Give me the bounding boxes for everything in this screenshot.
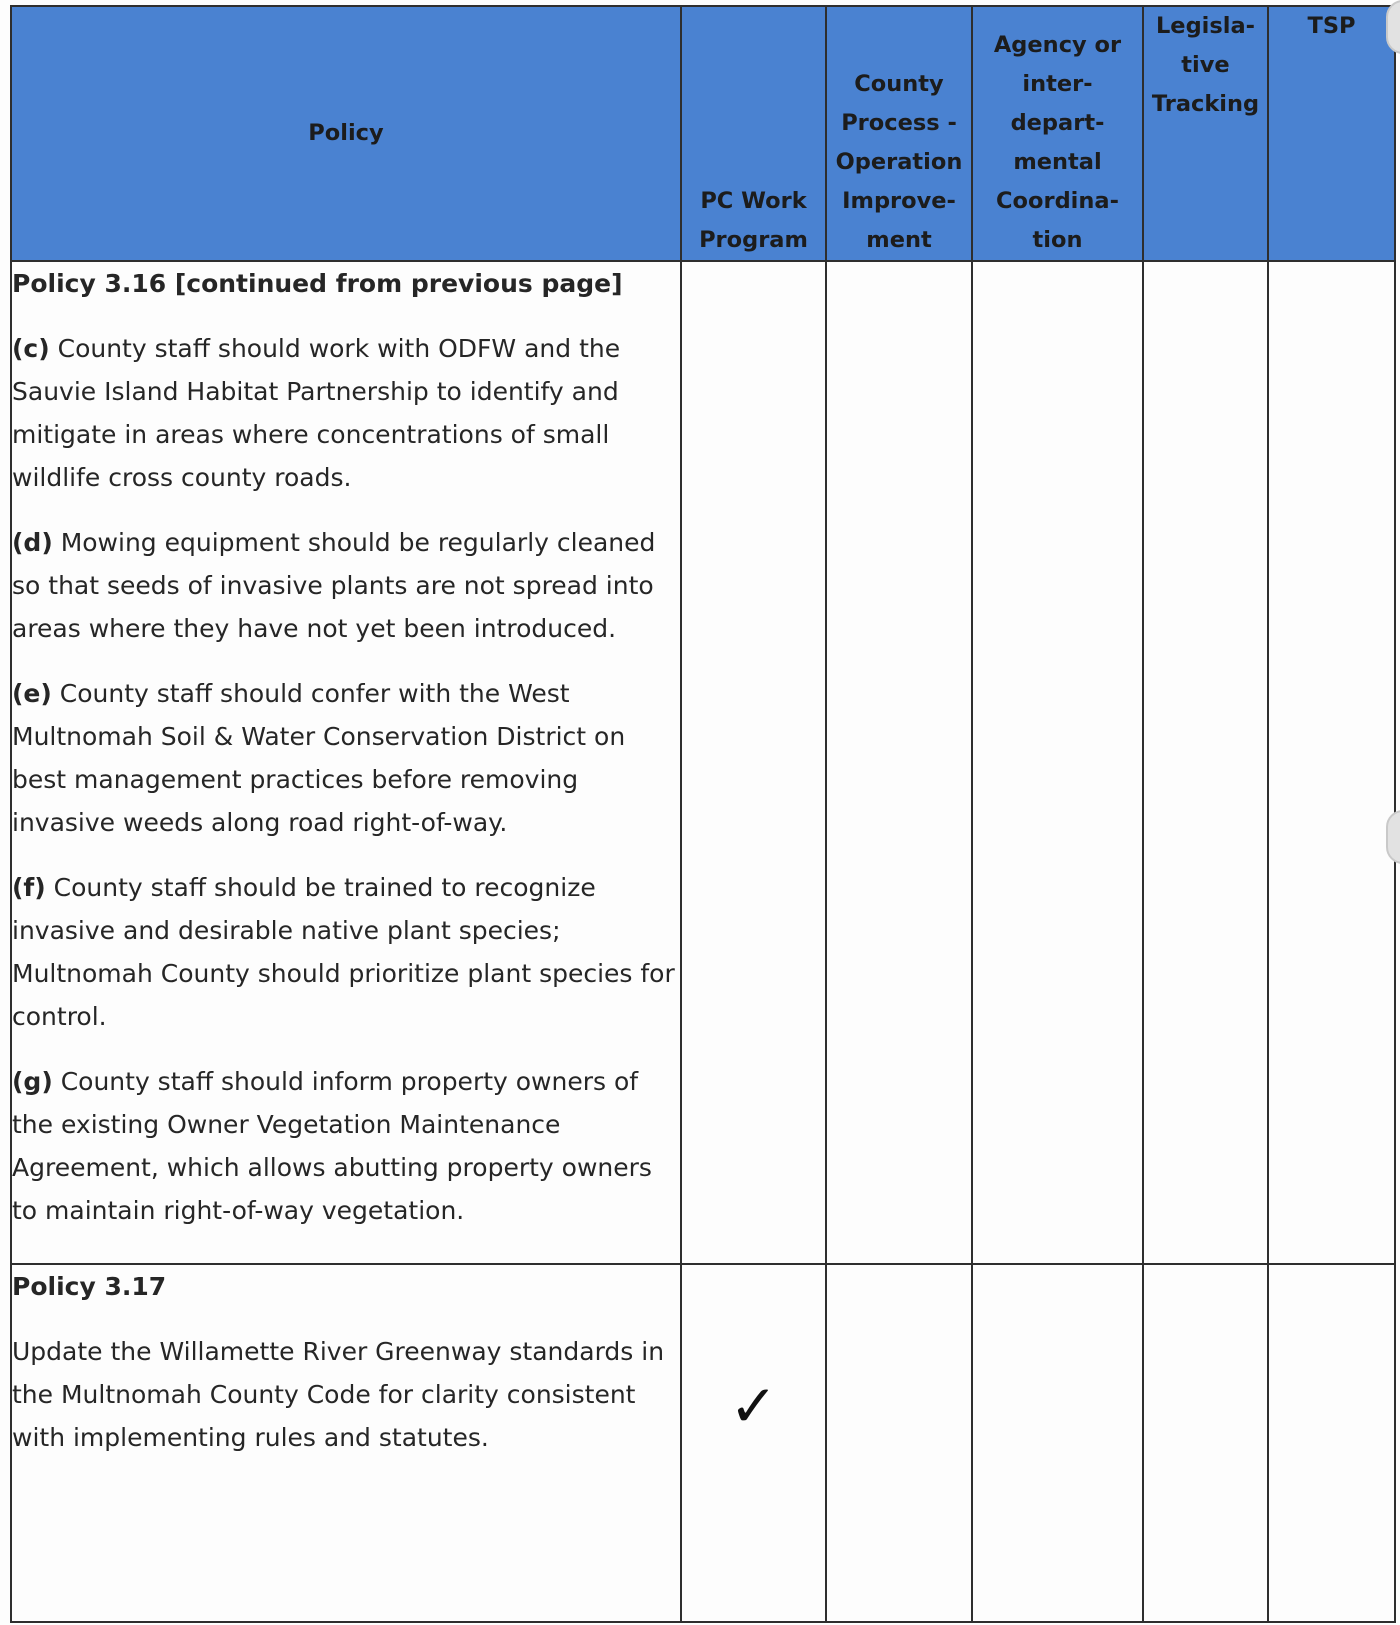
- header-text: Tracking: [1151, 91, 1260, 117]
- tsp-cell: [1268, 261, 1395, 1264]
- table-header-row: [11, 6, 1395, 261]
- header-text: Coordina-: [996, 188, 1119, 214]
- header-text: ment: [866, 227, 932, 253]
- header-text: Program: [699, 227, 808, 253]
- item-text: County staff should inform property owners of the existing Owner Vegetation Maintenance Agreement, which allows abutting property owners to maintain right-of-way vegetation.: [12, 1067, 652, 1225]
- policy-cell: [11, 261, 681, 1264]
- header-text: Improve-: [842, 188, 956, 214]
- header-agency-coordination: [972, 6, 1143, 261]
- item-text: County staff should work with ODFW and the Sauvie Island Habitat Partnership to identify and mitigate in areas where concentrations of small wildlife cross county roads.: [12, 334, 621, 492]
- policy-heading: Policy 3.16 [continued from previous page]: [12, 269, 623, 298]
- binder-tab-marker: [1386, 0, 1400, 54]
- header-text: TSP: [1307, 13, 1356, 39]
- item-text: County staff should be trained to recognize invasive and desirable native plant species; Multnomah County should prioritize plant species for control.: [12, 873, 675, 1031]
- item-letter: (d): [12, 528, 53, 557]
- header-county-process: [826, 6, 972, 261]
- header-pc-work-program: [681, 6, 826, 261]
- item-text: Mowing equipment should be regularly cleaned so that seeds of invasive plants are not spread into areas where they have not yet been introduced.: [12, 528, 656, 643]
- header-text: inter-: [1022, 71, 1093, 97]
- policy-cell: [11, 1264, 681, 1622]
- legislative-tracking-cell: [1143, 1264, 1268, 1622]
- header-text: tion: [1032, 227, 1083, 253]
- item-text: County staff should confer with the West Multnomah Soil & Water Conservation District on best management practices before removing invasive weeds along road right-of-way.: [12, 679, 626, 837]
- header-text: Operation: [835, 149, 963, 175]
- item-letter: (f): [12, 873, 46, 902]
- policy-item: [12, 866, 680, 1038]
- item-letter: (e): [12, 679, 52, 708]
- tsp-cell: [1268, 1264, 1395, 1622]
- header-text: tive: [1181, 52, 1230, 78]
- policy-item: [12, 327, 680, 499]
- item-text: Update the Willamette River Greenway standards in the Multnomah County Code for clarity consistent with implementing rules and statutes.: [12, 1337, 665, 1452]
- pc-work-program-cell: [681, 261, 826, 1264]
- pc-work-program-cell: [681, 1264, 826, 1622]
- header-text: Policy: [308, 120, 384, 146]
- header-text: Agency or: [993, 32, 1122, 58]
- policy-implementation-table: [10, 5, 1396, 1623]
- item-letter: (c): [12, 334, 50, 363]
- county-process-cell: [826, 261, 972, 1264]
- binder-tab-marker: [1386, 810, 1400, 864]
- agency-coordination-cell: [972, 1264, 1143, 1622]
- checkmark-icon: ✓: [729, 1372, 778, 1440]
- header-text: mental: [1013, 149, 1102, 175]
- table-row: [11, 1264, 1395, 1622]
- header-legislative-tracking: [1143, 6, 1268, 261]
- policy-item: [12, 1330, 680, 1459]
- policy-item: [12, 1060, 680, 1232]
- policy-item: [12, 521, 680, 650]
- item-letter: (g): [12, 1067, 53, 1096]
- table-row: [11, 261, 1395, 1264]
- header-text: PC Work: [700, 188, 807, 214]
- header-text: Process -: [841, 110, 957, 136]
- policy-item: [12, 672, 680, 844]
- county-process-cell: [826, 1264, 972, 1622]
- header-tsp: [1268, 6, 1395, 261]
- header-text: depart-: [1010, 110, 1105, 136]
- agency-coordination-cell: [972, 261, 1143, 1264]
- header-text: County: [854, 71, 944, 97]
- policy-heading: Policy 3.17: [12, 1272, 167, 1301]
- legislative-tracking-cell: [1143, 261, 1268, 1264]
- header-text: Legisla-: [1155, 13, 1256, 39]
- header-policy: [11, 6, 681, 261]
